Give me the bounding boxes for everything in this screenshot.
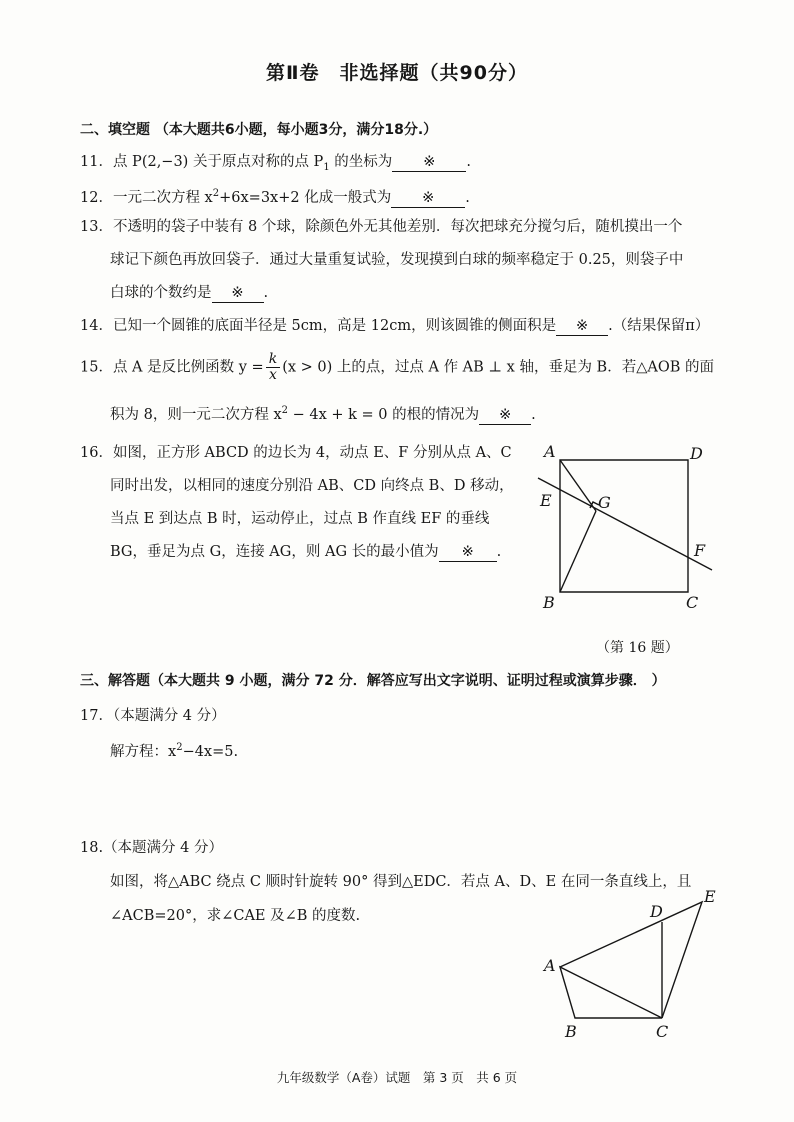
question-18-heading: 18.（本题满分 4 分） bbox=[80, 840, 224, 856]
q12-superscript: 2 bbox=[212, 188, 220, 199]
q16-label-c: C bbox=[686, 593, 699, 612]
question-13-line-1: 13．不透明的袋子中装有 8 个球，除颜色外无其他差别．每次把球充分搅匀后，随机摸出一个 bbox=[80, 219, 683, 235]
q11-text-pre: 11．点 P(2,−3) 关于原点对称的点 P bbox=[80, 154, 324, 170]
question-17-heading: 17．（本题满分 4 分） bbox=[80, 708, 226, 724]
q15-fraction-numerator: k bbox=[266, 352, 280, 368]
q11-answer-blank[interactable]: ※ bbox=[392, 153, 466, 172]
question-16-line-1: 16．如图，正方形 ABCD 的边长为 4，动点 E、F 分别从点 A、C bbox=[80, 445, 512, 461]
q13-answer-blank[interactable]: ※ bbox=[212, 284, 264, 303]
question-18-line-1: 如图，将△ABC 绕点 C 顺时针旋转 90° 得到△EDC．若点 A、D、E 在同一条直线上，且 bbox=[110, 874, 692, 890]
q16-label-e: E bbox=[540, 491, 552, 510]
triangle-abc bbox=[560, 967, 662, 1018]
q11-text-mid: 的坐标为 bbox=[329, 154, 393, 170]
section-3-heading: 三、解答题（本大题共 9 小题，满分 72 分．解答应写出文字说明、证明过程或演算步骤． ） bbox=[80, 673, 666, 689]
triangle-edc-outer bbox=[560, 902, 702, 1018]
q15-text-pre: 15．点 A 是反比例函数 y = bbox=[80, 359, 264, 376]
q15-line2-pre: 积为 8，则一元二次方程 x bbox=[110, 406, 282, 423]
q16-label-d: D bbox=[690, 444, 703, 463]
q11-subscript: 1 bbox=[323, 161, 330, 173]
page-footer: 九年级数学（A卷）试题 第 3 页 共 6 页 bbox=[276, 1070, 518, 1085]
q16-text-post: . bbox=[496, 544, 502, 560]
q15-fraction-denominator: x bbox=[268, 367, 277, 383]
section-2-heading: 二、填空题 （本大题共6小题，每小题3分，满分18分.） bbox=[80, 122, 438, 138]
question-16-line-3: 当点 E 到达点 B 时，运动停止，过点 B 作直线 EF 的垂线 bbox=[110, 511, 490, 527]
q16-label-f: F bbox=[694, 541, 706, 560]
q18-label-b: B bbox=[565, 1022, 577, 1041]
q16-text-pre: BG，垂足为点 G，连接 AG，则 AG 长的最小值为 bbox=[110, 544, 439, 560]
q11-text-post: . bbox=[466, 154, 471, 170]
q18-label-a: A bbox=[544, 956, 556, 975]
q15-superscript: 2 bbox=[281, 405, 288, 416]
q16-label-a: A bbox=[544, 442, 556, 461]
q18-label-e: E bbox=[704, 887, 716, 906]
q14-answer-blank[interactable]: ※ bbox=[556, 317, 608, 336]
q16-label-g: G bbox=[598, 493, 611, 512]
q12-text-pre: 12．一元二次方程 x bbox=[80, 189, 213, 206]
q15-line2-mid: − 4x + k = 0 的根的情况为 bbox=[288, 406, 480, 423]
q12-text-mid: +6x=3x+2 化成一般式为 bbox=[219, 189, 392, 206]
q13-text-post: . bbox=[263, 285, 269, 301]
q14-text-post: .（结果保留π） bbox=[608, 318, 710, 334]
q14-text-pre: 14．已知一个圆锥的底面半径是 5cm，高是 12cm，则该圆锥的侧面积是 bbox=[80, 318, 557, 334]
question-18-line-2: ∠ACB=20°，求∠CAE 及∠B 的度数. bbox=[110, 908, 361, 924]
q17-text-post: −4x=5. bbox=[182, 743, 239, 760]
page-title: 第Ⅱ卷 非选择题（共90分） bbox=[266, 62, 528, 84]
q17-superscript: 2 bbox=[176, 742, 183, 753]
q15-text-mid: (x > 0) 上的点，过点 A 作 AB ⊥ x 轴，垂足为 B．若△AOB 的面 bbox=[282, 359, 714, 376]
q12-text-post: . bbox=[465, 189, 470, 206]
q15-answer-blank[interactable]: ※ bbox=[479, 406, 531, 425]
question-16-line-2: 同时出发，以相同的速度分别沿 AB、CD 向终点 B、D 移动， bbox=[110, 478, 514, 494]
q13-text-pre: 白球的个数约是 bbox=[110, 285, 212, 301]
q17-text-pre: 解方程：x bbox=[110, 743, 177, 760]
q12-answer-blank[interactable]: ※ bbox=[391, 189, 465, 208]
q16-figure-caption: （第 16 题） bbox=[596, 640, 679, 656]
q16-label-b: B bbox=[543, 593, 555, 612]
q15-text-post: . bbox=[531, 406, 536, 423]
question-13-line-2: 球记下颜色再放回袋子．通过大量重复试验，发现摸到白球的频率稳定于 0.25，则袋子中 bbox=[110, 252, 684, 268]
q16-answer-blank[interactable]: ※ bbox=[439, 543, 497, 562]
q18-label-c: C bbox=[656, 1022, 669, 1041]
q18-label-d: D bbox=[650, 902, 663, 921]
